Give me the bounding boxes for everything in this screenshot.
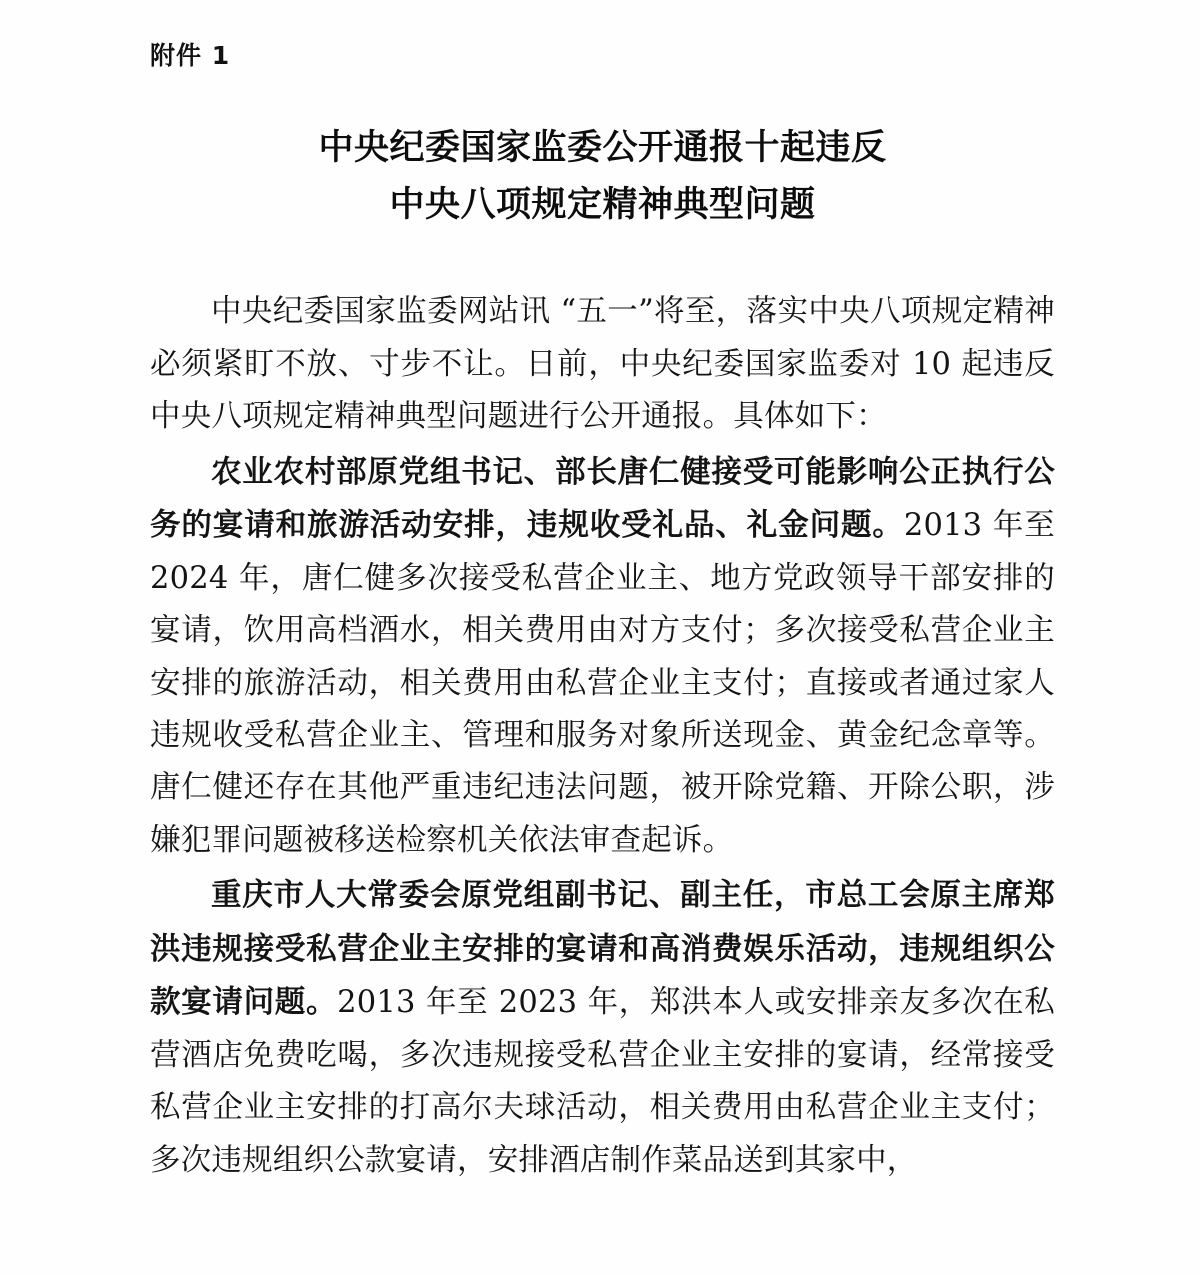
page-title-line-1: 中央纪委国家监委公开通报十起违反 — [318, 127, 887, 168]
paragraph-lead: 重庆市人大常委会原党组副书记、副主任，市总工会原主席郑洪违规接受私营企业主安排的宴请和高消费娱乐活动，违规组织公款宴请问题。 — [150, 877, 1055, 1021]
paragraph-text: 2013 年至 2024 年，唐仁健多次接受私营企业主、地方党政领导干部安排的宴请，饮用高档酒水，相关费用由对方支付；多次接受私营企业主安排的旅游活动，相关费用由私营企业主支付；直接或者通过家人违规收受私营企业主、管理和服务对象所送现金、黄金纪念章等。唐仁健还存在其他严重违纪违法问题，被开除党籍、开除公职，涉嫌犯罪问题被移送检察机关依法审查起诉。 — [150, 508, 1055, 858]
paragraph — [150, 446, 1055, 868]
paragraph — [150, 285, 1055, 443]
paragraph-lead: 农业农村部原党组书记、部长唐仁健接受可能影响公正执行公务的宴请和旅游活动安排，违规收受礼品、礼金问题。 — [150, 453, 1055, 544]
page-bottom-edge — [0, 1276, 1200, 1284]
paragraph-list — [150, 285, 1055, 1187]
paragraph — [150, 869, 1055, 1187]
page-title-line-2: 中央八项规定精神典型问题 — [389, 183, 816, 225]
attachment-label: 附件 1 — [150, 41, 231, 70]
document-body — [150, 120, 1055, 1189]
paragraph-text: 2013 年至 2023 年，郑洪本人或安排亲友多次在私营酒店免费吃喝，多次违规接受私营企业主安排的宴请，经常接受私营企业主安排的打高尔夫球活动，相关费用由私营企业主支付；多次违规组织公款宴请，安排酒店制作菜品送到其家中， — [150, 985, 1055, 1178]
paragraph-text: 中央纪委国家监委网站讯 “五一”将至，落实中央八项规定精神必须紧盯不放、寸步不让。日前，中央纪委国家监委对 10 起违反中央八项规定精神典型问题进行公开通报。具体如下： — [150, 294, 1055, 435]
page-title — [233, 120, 973, 233]
